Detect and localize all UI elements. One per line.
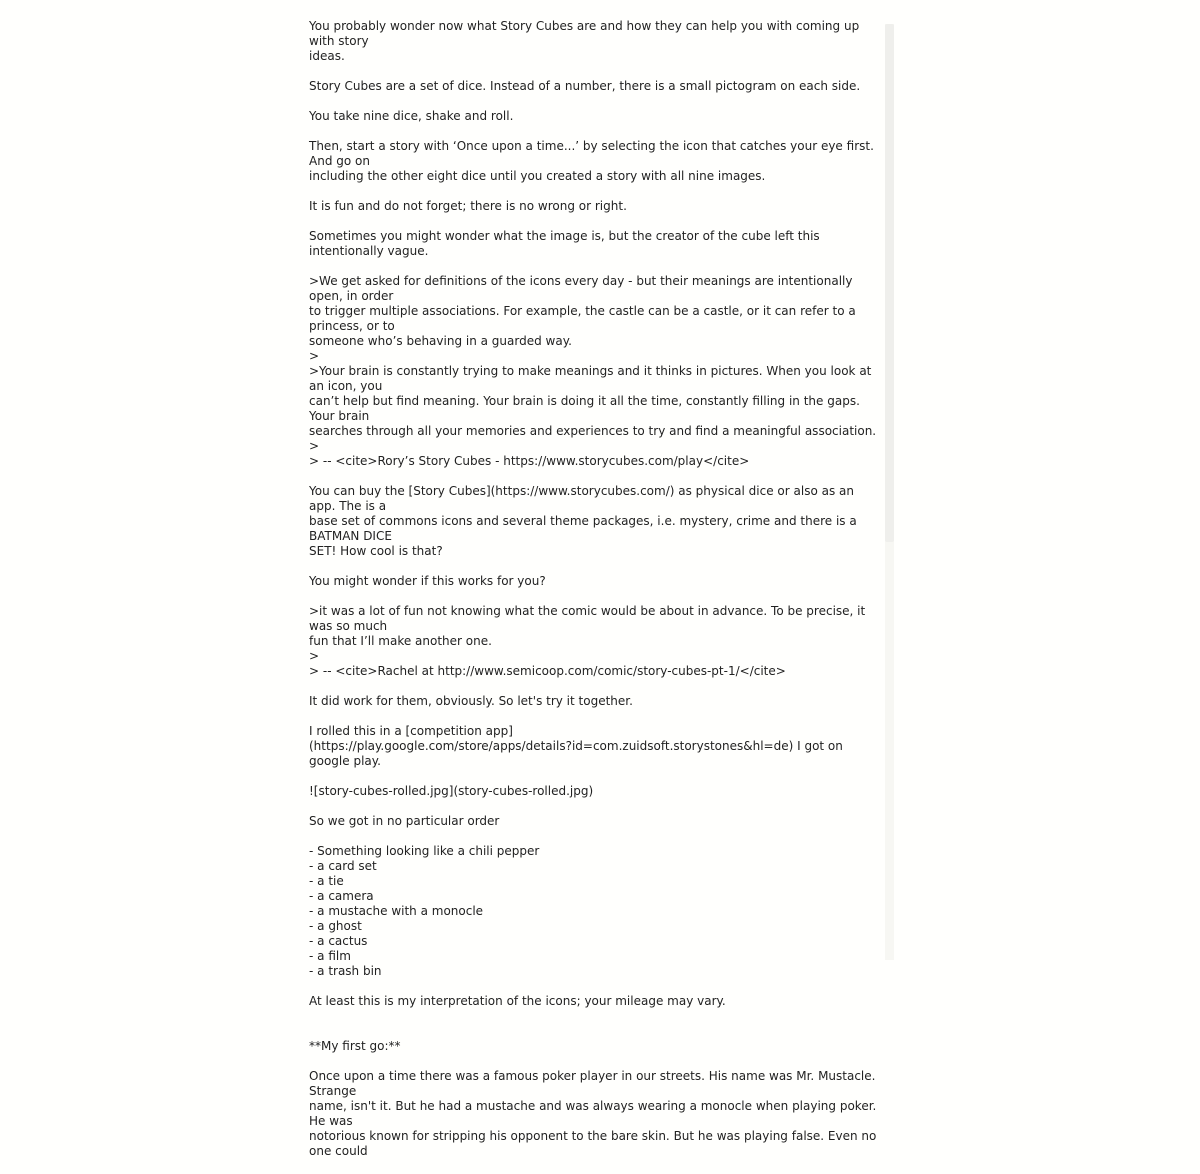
text-line: >: [309, 649, 320, 663]
paragraph: [309, 994, 883, 1009]
markdown-text[interactable]: [309, 19, 883, 1174]
paragraph: [309, 574, 883, 589]
text-line: >We get asked for definitions of the icons every day - but their meanings are intentionally open, in order: [309, 274, 857, 303]
text-line: someone who’s behaving in a guarded way.: [309, 334, 572, 348]
paragraph: [309, 229, 883, 259]
text-line: You probably wonder now what Story Cubes are and how they can help you with coming up with story: [309, 19, 864, 48]
text-line: > -- <cite>Rory’s Story Cubes - https://www.storycubes.com/play</cite>: [309, 454, 750, 468]
text-line: It is fun and do not forget; there is no wrong or right.: [309, 199, 627, 213]
text-line: - a ghost: [309, 919, 362, 933]
paragraph: [309, 484, 883, 559]
text-line: base set of commons icons and several theme packages, i.e. mystery, crime and there is a BATMAN DICE: [309, 514, 861, 543]
paragraph: [309, 79, 883, 94]
text-line: >it was a lot of fun not knowing what the comic would be about in advance. To be precise, it was so much: [309, 604, 870, 633]
text-line: - a film: [309, 949, 351, 963]
paragraph: [309, 1039, 883, 1054]
text-line: - a mustache with a monocle: [309, 904, 484, 918]
paragraph: [309, 694, 883, 709]
text-line: You can buy the [Story Cubes](https://www.storycubes.com/) as physical dice or also as an app. The is a: [309, 484, 858, 513]
paragraph: [309, 199, 883, 214]
text-line: It did work for them, obviously. So let's try it together.: [309, 694, 633, 708]
text-line: You take nine dice, shake and roll.: [309, 109, 514, 123]
text-line: - a camera: [309, 889, 374, 903]
text-line: You might wonder if this works for you?: [309, 574, 546, 588]
text-line: to trigger multiple associations. For example, the castle can be a castle, or it can refer to a princess, or to: [309, 304, 860, 333]
text-line: >Your brain is constantly trying to make meanings and it thinks in pictures. When you look at an icon, you: [309, 364, 876, 393]
paragraph: [309, 109, 883, 124]
paragraph: [309, 1069, 883, 1159]
text-line: At least this is my interpretation of the icons; your mileage may vary.: [309, 994, 726, 1008]
text-line: ideas.: [309, 49, 345, 63]
text-line: searches through all your memories and experiences to try and find a meaningful association.: [309, 424, 877, 438]
paragraph: [309, 844, 883, 979]
text-line: > -- <cite>Rachel at http://www.semicoop.com/comic/story-cubes-pt-1/</cite>: [309, 664, 786, 678]
text-line: >: [309, 349, 320, 363]
text-line: name, isn't it. But he had a mustache and was always wearing a monocle when playing poker. He was: [309, 1099, 881, 1128]
text-line: - Something looking like a chili pepper: [309, 844, 540, 858]
paragraph: [309, 724, 883, 769]
text-line: ![story-cubes-rolled.jpg](story-cubes-rolled.jpg): [309, 784, 594, 798]
text-line: **My first go:**: [309, 1039, 401, 1053]
paragraph: [309, 814, 883, 829]
text-line: including the other eight dice until you created a story with all nine images.: [309, 169, 766, 183]
text-line: >: [309, 439, 320, 453]
text-line: Story Cubes are a set of dice. Instead of a number, there is a small pictogram on each side.: [309, 79, 861, 93]
text-line: fun that I’ll make another one.: [309, 634, 492, 648]
text-line: So we got in no particular order: [309, 814, 500, 828]
paragraph: [309, 784, 883, 799]
text-line: notorious known for stripping his opponent to the bare skin. But he was playing false. Even no one could: [309, 1129, 881, 1158]
paragraph: [309, 139, 883, 184]
vertical-scrollbar[interactable]: [885, 24, 894, 960]
text-line: can’t help but find meaning. Your brain is doing it all the time, constantly filling in the gaps. Your brain: [309, 394, 864, 423]
paragraph: [309, 19, 883, 64]
text-line: Then, start a story with ‘Once upon a time...’ by selecting the icon that catches your eye first. And go on: [309, 139, 878, 168]
text-line: SET! How cool is that?: [309, 544, 443, 558]
text-line: Sometimes you might wonder what the image is, but the creator of the cube left this intentionally vague.: [309, 229, 824, 258]
paragraph: [309, 274, 883, 469]
text-line: Once upon a time there was a famous poker player in our streets. His name was Mr. Mustacle. Strange: [309, 1069, 880, 1098]
text-line: - a cactus: [309, 934, 368, 948]
text-line: I rolled this in a [competition app]: [309, 724, 513, 738]
text-line: - a card set: [309, 859, 377, 873]
paragraph: [309, 604, 883, 679]
text-line: (https://play.google.com/store/apps/details?id=com.zuidsoft.storystones&hl=de) I got on google play.: [309, 739, 847, 768]
text-line: - a tie: [309, 874, 344, 888]
text-line: - a trash bin: [309, 964, 382, 978]
scrollbar-thumb[interactable]: [885, 24, 894, 542]
